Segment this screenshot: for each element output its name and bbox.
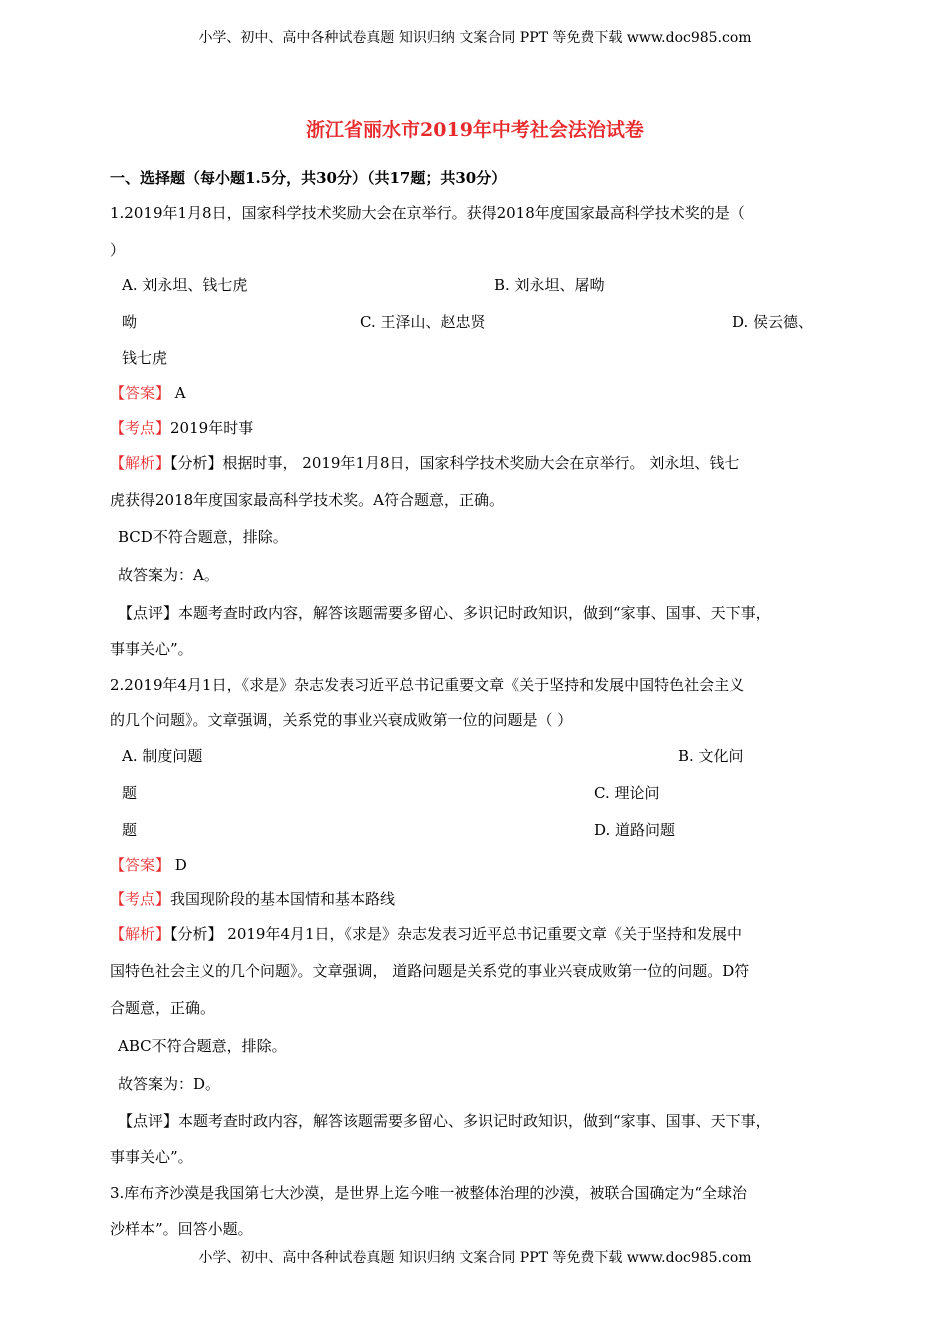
point-label: 【考点】 bbox=[110, 890, 171, 908]
q2-analysis-line4: ABC不符合题意，排除。 bbox=[118, 1037, 287, 1055]
q2-point bbox=[110, 889, 395, 909]
q2-answer bbox=[110, 855, 187, 875]
q1-stem-line2: ） bbox=[110, 241, 126, 259]
q2-stem-line1: 2.2019年4月1日，《求是》杂志发表习近平总书记重要文章《关于坚持和发展中国特色社会主义 bbox=[110, 676, 745, 694]
section-heading: 一、选择题（每小题1.5分，共30分）（共17题；共30分） bbox=[110, 169, 507, 187]
page-footer: 小学、初中、高中各种试卷真题 知识归纳 文案合同 PPT 等免费下载 www.doc985.com bbox=[198, 1250, 752, 1266]
q2-analysis-text1: 【分析】 2019年4月1日，《求是》杂志发表习近平总书记重要文章《关于坚持和发展中 bbox=[170, 925, 743, 943]
analysis-label: 【解析】 bbox=[110, 454, 171, 472]
q2-option-a: A. 制度问题 bbox=[122, 747, 203, 765]
q2-stem-line2: 的几个问题》。文章强调，关系党的事业兴衰成败第一位的问题是（ ） bbox=[110, 711, 573, 729]
q1-option-d-cont: 钱七虎 bbox=[122, 349, 168, 367]
q2-analysis-line5: 故答案为：D。 bbox=[118, 1075, 221, 1093]
analysis-label: 【解析】 bbox=[110, 925, 171, 943]
q2-comment-line2: 事事关心”。 bbox=[110, 1148, 193, 1166]
page-header: 小学、初中、高中各种试卷真题 知识归纳 文案合同 PPT 等免费下载 www.doc985.com bbox=[198, 30, 752, 46]
q1-option-a: A. 刘永坦、钱七虎 bbox=[122, 276, 248, 294]
q2-option-d: D. 道路问题 bbox=[594, 821, 676, 839]
q1-answer-value: A bbox=[170, 384, 186, 402]
q1-option-b: B. 刘永坦、屠呦 bbox=[494, 276, 605, 294]
q1-answer bbox=[110, 383, 186, 403]
q1-option-d: D. 侯云德、 bbox=[732, 313, 814, 331]
q2-analysis-line3: 合题意，正确。 bbox=[110, 999, 216, 1017]
q2-option-b: B. 文化问 bbox=[678, 747, 744, 765]
q1-point bbox=[110, 418, 253, 438]
q3-stem-line1: 3.库布齐沙漠是我国第七大沙漠，是世界上迄今唯一被整体治理的沙漠，被联合国确定为“全球治 bbox=[110, 1184, 747, 1202]
q2-comment-line1: 【点评】本题考查时政内容，解答该题需要多留心、多识记时政知识，做到“家事、国事、天下事， bbox=[118, 1112, 771, 1130]
q1-point-value: 2019年时事 bbox=[170, 419, 254, 437]
q1-stem-line1: 1.2019年1月8日，国家科学技术奖励大会在京举行。获得2018年度国家最高科学技术奖的是（ bbox=[110, 204, 745, 222]
q2-analysis-line1 bbox=[110, 924, 742, 944]
answer-label: 【答案】 bbox=[110, 384, 171, 402]
q3-stem-line2: 沙样本”。回答小题。 bbox=[110, 1220, 253, 1238]
q2-option-c-cont: 题 bbox=[122, 821, 138, 839]
q1-analysis-text1: 【分析】根据时事， 2019年1月8日，国家科学技术奖励大会在京举行。 刘永坦、钱七 bbox=[170, 454, 740, 472]
answer-label: 【答案】 bbox=[110, 856, 171, 874]
q2-option-b-cont: 题 bbox=[122, 784, 138, 802]
q1-analysis-line1 bbox=[110, 453, 739, 473]
q1-comment-line2: 事事关心”。 bbox=[110, 640, 193, 658]
q2-option-c: C. 理论问 bbox=[594, 784, 660, 802]
q2-point-value: 我国现阶段的基本国情和基本路线 bbox=[170, 890, 396, 908]
q1-option-b-cont: 呦 bbox=[122, 313, 138, 331]
q1-comment-line1: 【点评】本题考查时政内容，解答该题需要多留心、多识记时政知识，做到“家事、国事、天下事， bbox=[118, 604, 771, 622]
q1-analysis-line2: 虎获得2018年度国家最高科学技术奖。A符合题意，正确。 bbox=[110, 491, 505, 509]
page-title: 浙江省丽水市2019年中考社会法治试卷 bbox=[306, 119, 644, 141]
q2-analysis-line2: 国特色社会主义的几个问题》。文章强调， 道路问题是关系党的事业兴衰成败第一位的问题。D符 bbox=[110, 962, 750, 980]
q2-answer-value: D bbox=[170, 856, 187, 874]
point-label: 【考点】 bbox=[110, 419, 171, 437]
q1-analysis-line3: BCD不符合题意，排除。 bbox=[118, 528, 288, 546]
q1-option-c: C. 王泽山、赵忠贤 bbox=[360, 313, 486, 331]
q1-analysis-line4: 故答案为：A。 bbox=[118, 566, 219, 584]
